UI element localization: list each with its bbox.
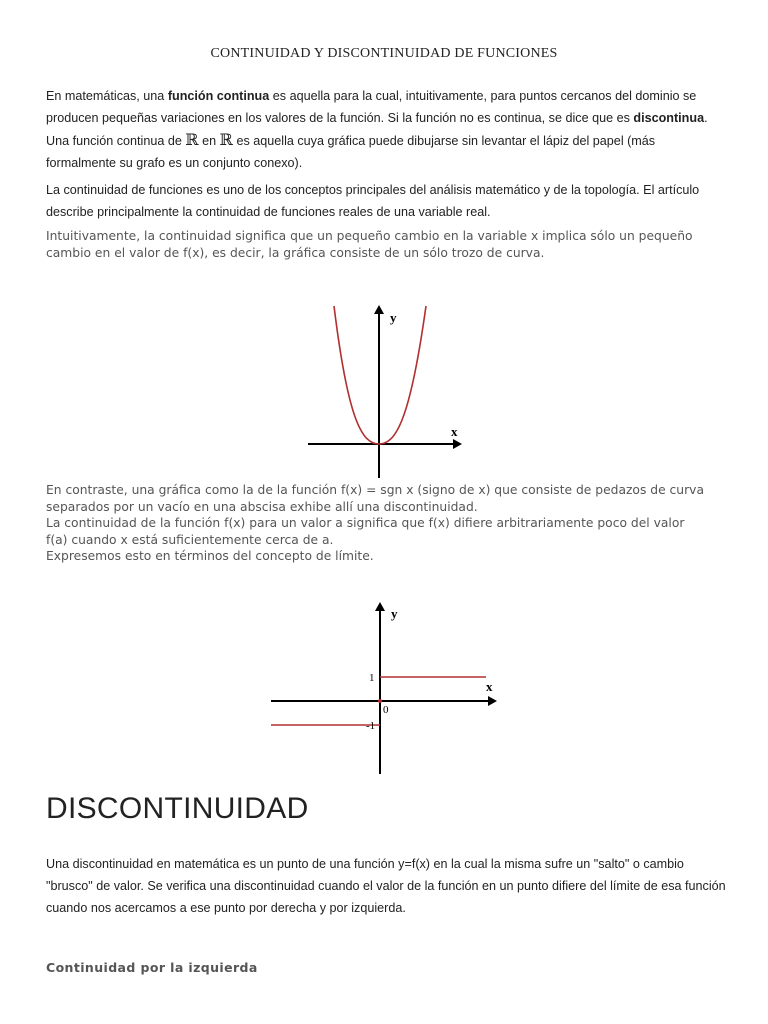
section-heading: DISCONTINUIDAD <box>46 792 309 825</box>
contrast-line: separados por un vacío en una abscisa exhibe allí una discontinuidad. <box>46 499 478 514</box>
contrast-line: f(a) cuando x está suficientemente cerca de a. <box>46 532 334 547</box>
intro-paragraph-2: La continuidad de funciones es uno de los conceptos principales del análisis matemático y de la topología. El artículo describe principalmente la continuidad de funciones reales de una variable real. <box>46 183 700 219</box>
intro-paragraph <box>46 85 726 174</box>
term-continuous-function: función continua <box>167 89 270 103</box>
tick-label-positive: 1 <box>369 672 375 684</box>
parabola-graph <box>300 300 470 485</box>
intuition-paragraph <box>46 228 736 261</box>
x-axis-arrow-icon <box>453 439 462 449</box>
contrast-line: La continuidad de la función f(x) para un valor a significa que f(x) difiere arbitrariamente poco del valor <box>46 516 685 530</box>
x-axis-label: x <box>451 424 458 439</box>
reals-symbol: ℝ <box>219 130 233 149</box>
reals-symbol: ℝ <box>185 130 199 149</box>
contrast-line: Expresemos esto en términos del concepto de límite. <box>46 549 374 563</box>
section-subheading: Continuidad por la izquierda <box>46 960 258 975</box>
intro-text-a: En matemáticas, una <box>46 89 168 103</box>
tick-label-negative: -1 <box>366 720 376 732</box>
page-title: CONTINUIDAD Y DISCONTINUIDAD DE FUNCIONES <box>210 46 558 61</box>
y-axis-label: y <box>391 606 398 621</box>
x-axis-arrow-icon <box>488 696 497 706</box>
intro-text-b: es aquella para la cual, intuitivamente, para puntos cercanos del dominio se producen pequeñas variaciones en los valores de la función. Si la función no es continua, se dice que es <box>46 89 697 125</box>
contrast-line: En contraste, una gráfica como la de la función f(x) = sgn x (signo de x) que consiste de pedazos de curva <box>46 483 704 497</box>
intuition-line: Intuitivamente, la continuidad significa que un pequeño cambio en la variable x implica sólo un pequeño <box>46 229 693 243</box>
tick-label-zero: 0 <box>383 704 389 716</box>
contrast-paragraph <box>46 482 736 565</box>
intro-text-c: . Una función continua de <box>46 111 708 148</box>
y-axis-label: y <box>390 310 397 325</box>
x-axis-label: x <box>486 679 493 694</box>
y-axis-arrow-icon <box>374 305 384 314</box>
intuition-line: cambio en el valor de f(x), es decir, la gráfica consiste de un sólo trozo de curva. <box>46 245 545 260</box>
intro-text-e: es aquella cuya gráfica puede dibujarse sin levantar el lápiz del papel (más formalmente su grafo es un conjunto conexo). <box>46 134 656 170</box>
discontinuity-paragraph: Una discontinuidad en matemática es un punto de una función y=f(x) en la cual la misma sufre un "salto" o cambio "brusco" de valor. Se verifica una discontinuidad cuando el valor de la función en un punto difiere del límite de esa función cuando nos acercamos a ese punto por derecha y por izquierda. <box>46 857 726 915</box>
y-axis-arrow-icon <box>375 602 385 611</box>
intro-text-d: en <box>198 134 220 148</box>
sign-function-graph <box>268 598 503 778</box>
term-discontinuous: discontinua <box>633 111 705 125</box>
origin-point <box>378 699 382 703</box>
